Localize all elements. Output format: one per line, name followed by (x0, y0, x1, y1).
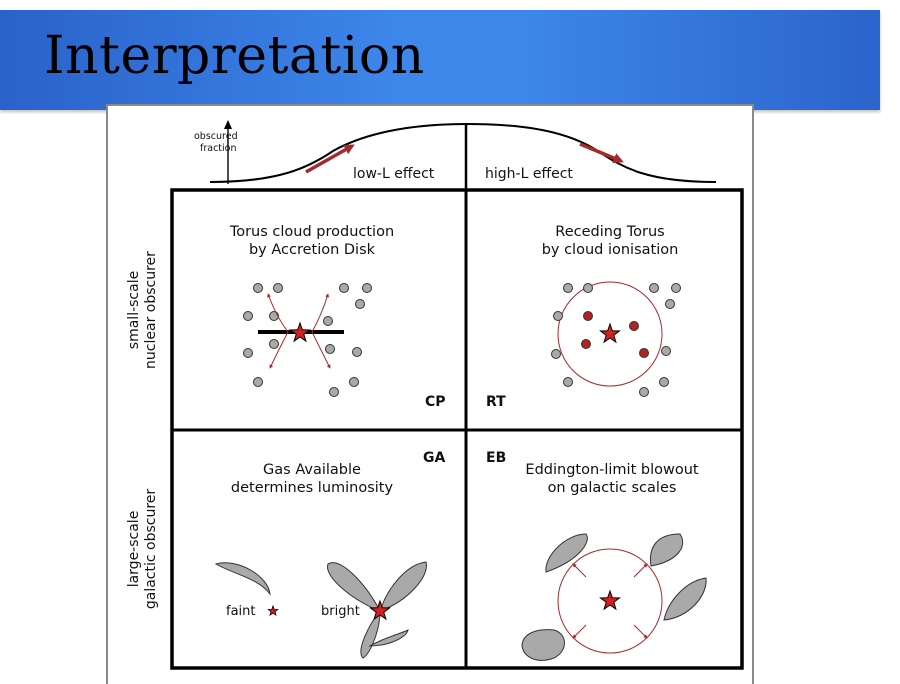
ga-faint-star (268, 606, 278, 615)
rt-tag: RT (486, 394, 506, 410)
cp-agn-star (290, 323, 309, 341)
ga-bright-label: bright (321, 604, 360, 619)
eb-gas-cloud-1 (546, 534, 587, 572)
axis-label-line2: fraction (200, 143, 237, 154)
panel-cp (229, 224, 446, 410)
ga-title-line2: determines luminosity (230, 480, 394, 496)
eb-agn-star (600, 591, 619, 609)
diagram-figure (106, 104, 754, 684)
ga-faint-label: faint (226, 604, 256, 619)
high-l-effect-label: high-L effect (485, 166, 573, 182)
obscured-fraction-curve (210, 124, 716, 182)
rt-title-line1: Receding Torus (555, 224, 665, 240)
eb-gas-cloud-4 (522, 630, 565, 661)
row-label-bottom-line1: large-scale (126, 510, 142, 588)
high-l-effect-arrow (580, 144, 621, 161)
eb-tag: EB (486, 450, 507, 466)
ga-bright-gas-cloud-2 (380, 562, 426, 611)
low-l-effect-arrow (306, 146, 352, 172)
cp-title-line2: by Accretion Disk (248, 242, 376, 258)
row-label-top-line2: nuclear obscurer (143, 251, 159, 369)
panel-grid (172, 190, 742, 668)
panel-eb (486, 450, 706, 660)
rt-agn-star (600, 324, 619, 342)
eb-gas-cloud-3 (664, 578, 706, 620)
eb-title-line1: Eddington-limit blowout (525, 462, 699, 478)
cp-title-line1: Torus cloud production (229, 224, 395, 240)
panel-rt (486, 224, 681, 410)
axis-arrow-icon (224, 120, 232, 129)
panel-ga (216, 450, 445, 658)
row-label-bottom-line2: galactic obscurer (143, 488, 159, 610)
axis-label-line1: obscured (194, 131, 238, 142)
ga-bright-gas-cloud-3 (361, 611, 380, 658)
diagram-svg (108, 106, 756, 677)
slide-title: Interpretation (44, 26, 425, 86)
low-l-effect-label: low-L effect (353, 166, 435, 182)
cp-tag: CP (425, 394, 446, 410)
row-label-top-line1: small-scale (126, 270, 142, 350)
cp-clouds (244, 284, 372, 397)
eb-title-line2: on galactic scales (547, 480, 677, 496)
rt-title-line2: by cloud ionisation (541, 242, 679, 258)
eb-gas-cloud-2 (650, 534, 682, 566)
top-curve-section (194, 120, 716, 190)
ga-title-line1: Gas Available (263, 462, 361, 478)
ga-faint-gas-cloud (216, 563, 270, 594)
ga-tag: GA (423, 450, 446, 466)
